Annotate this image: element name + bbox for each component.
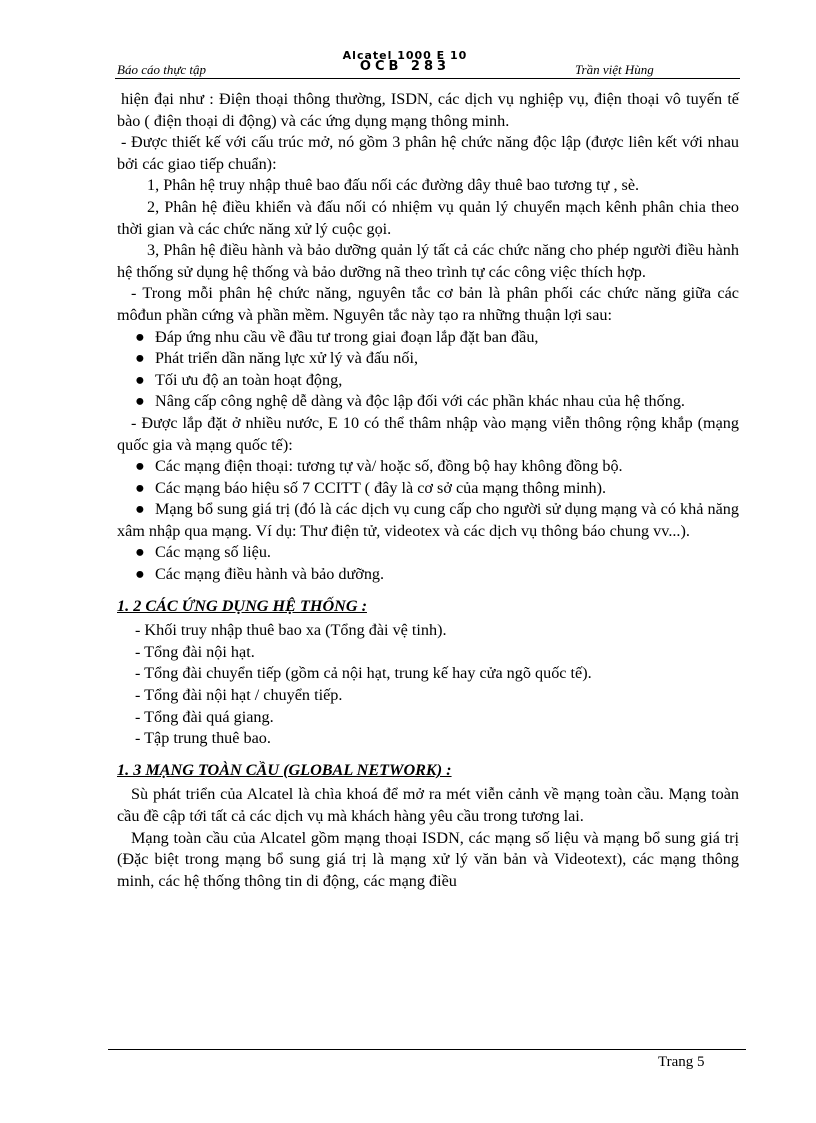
- bullet-item: ● Phát triển dần năng lực xử lý và đấu nối,: [117, 348, 739, 370]
- paragraph-global-1: Sù phát triển của Alcatel là chìa khoá để mở ra mét viễn cảnh về mạng toàn cầu. Mạng toàn cầu đề cập tới tất cả các dịch vụ mà khách hàng yêu cầu trong tương lai.: [117, 785, 739, 825]
- list-item: - Khối truy nhập thuê bao xa (Tổng đài vệ tinh).: [135, 621, 447, 640]
- bullet-item: ● Các mạng điều hành và bảo dưỡng.: [117, 564, 739, 586]
- section-heading-global-network: 1. 3 MẠNG TOÀN CẦU (GLOBAL NETWORK) :: [117, 760, 452, 779]
- paragraph-global-2: Mạng toàn cầu của Alcatel gồm mạng thoại ISDN, các mạng số liệu và mạng bổ sung giá trị (Đặc biệt trong mạng bổ sung giá trị là mạng xử lý văn bản và Videotext), các mạng thông minh, các hệ thống thông tin di động, các mạng điều: [117, 828, 739, 890]
- page-header: [115, 50, 740, 79]
- header-center-line2: OCB 283: [359, 59, 451, 74]
- page-number: Trang 5: [658, 1054, 705, 1070]
- footer-rule: [108, 1049, 746, 1050]
- paragraph-5: 3, Phân hệ điều hành và bảo dưỡng quản lý tất cả các chức năng cho phép người điều hành hệ thống sử dụng hệ thống và bảo dưỡng nã theo trình tự các công việc thích hợp.: [117, 241, 739, 281]
- bullet-icon: ●: [135, 565, 145, 584]
- bullet-item: ● Mạng bổ sung giá trị (đó là các dịch vụ cung cấp cho người sử dụng mạng và có khả năng xâm nhập qua mạng. Ví dụ: Thư điện tử, videotex và các dịch vụ thông báo chung vv...).: [117, 500, 739, 540]
- bullet-item: ● Các mạng số liệu.: [117, 542, 739, 564]
- list-item: - Tổng đài quá giang.: [135, 707, 274, 726]
- header-left-title: Báo cáo thực tập: [117, 62, 207, 77]
- header-author: Trần việt Hùng: [575, 62, 654, 77]
- bullet-icon: ●: [135, 370, 145, 389]
- section-heading-applications: 1. 2 CÁC ỨNG DỤNG HỆ THỐNG :: [117, 596, 367, 615]
- header-center-line1: Alcatel 1000 E 10: [342, 49, 468, 62]
- bullet-item: ● Các mạng điện thoại: tương tự và/ hoặc số, đồng bộ hay không đồng bộ.: [117, 456, 739, 478]
- list-item: - Tổng đài chuyển tiếp (gồm cả nội hạt, trung kế hay cửa ngõ quốc tế).: [135, 664, 592, 683]
- header-center-title: [325, 50, 485, 72]
- paragraph-1: hiện đại như : Điện thoại thông thường, ISDN, các dịch vụ nghiệp vụ, điện thoại vô tuyến tế bào ( điện thoại di động) và các ứng dụng mạng thông minh.: [117, 90, 739, 130]
- paragraph-6: - Trong mỗi phân hệ chức năng, nguyên tắc cơ bản là phân phối các chức năng giữa các môđun phần cứng và phần mềm. Nguyên tắc này tạo ra những thuận lợi sau:: [117, 284, 739, 324]
- bullet-icon: ●: [135, 327, 145, 346]
- bullet-item: ● Đáp ứng nhu cầu về đầu tư trong giai đoạn lắp đặt ban đầu,: [117, 327, 739, 349]
- bullet-icon: ●: [135, 478, 145, 497]
- bullet-icon: ●: [135, 500, 145, 519]
- bullet-icon: ●: [135, 392, 145, 411]
- page-content: [117, 89, 739, 892]
- list-item: - Tập trung thuê bao.: [135, 729, 271, 748]
- paragraph-4: 2, Phân hệ điều khiển và đấu nối có nhiệm vụ quản lý chuyển mạch kênh phân chia theo thời gian và các chức năng xử lý cuộc gọi.: [117, 197, 739, 238]
- bullet-icon: ●: [135, 349, 145, 368]
- bullet-item: ● Tối ưu độ an toàn hoạt động,: [117, 370, 739, 392]
- paragraph-7: - Được lắp đặt ở nhiều nước, E 10 có thể thâm nhập vào mạng viễn thông rộng khắp (mạng quốc gia và mạng quốc tế):: [117, 413, 739, 454]
- bullet-icon: ●: [135, 543, 145, 562]
- bullet-item: ● Nâng cấp công nghệ dễ dàng và độc lập đối với các phần khác nhau của hệ thống.: [117, 391, 739, 413]
- list-item: - Tổng đài nội hạt / chuyển tiếp.: [135, 686, 343, 705]
- paragraph-2: - Được thiết kế với cấu trúc mở, nó gồm 3 phân hệ chức năng độc lập (được liên kết với nhau bởi các giao tiếp chuẩn):: [117, 133, 739, 173]
- bullet-item: ● Các mạng báo hiệu số 7 CCITT ( đây là cơ sở của mạng thông minh).: [117, 478, 739, 500]
- list-item: - Tổng đài nội hạt.: [135, 642, 255, 661]
- paragraph-3: 1, Phân hệ truy nhập thuê bao đấu nối các đường dây thuê bao tương tự , sè.: [147, 176, 640, 195]
- bullet-icon: ●: [135, 457, 145, 476]
